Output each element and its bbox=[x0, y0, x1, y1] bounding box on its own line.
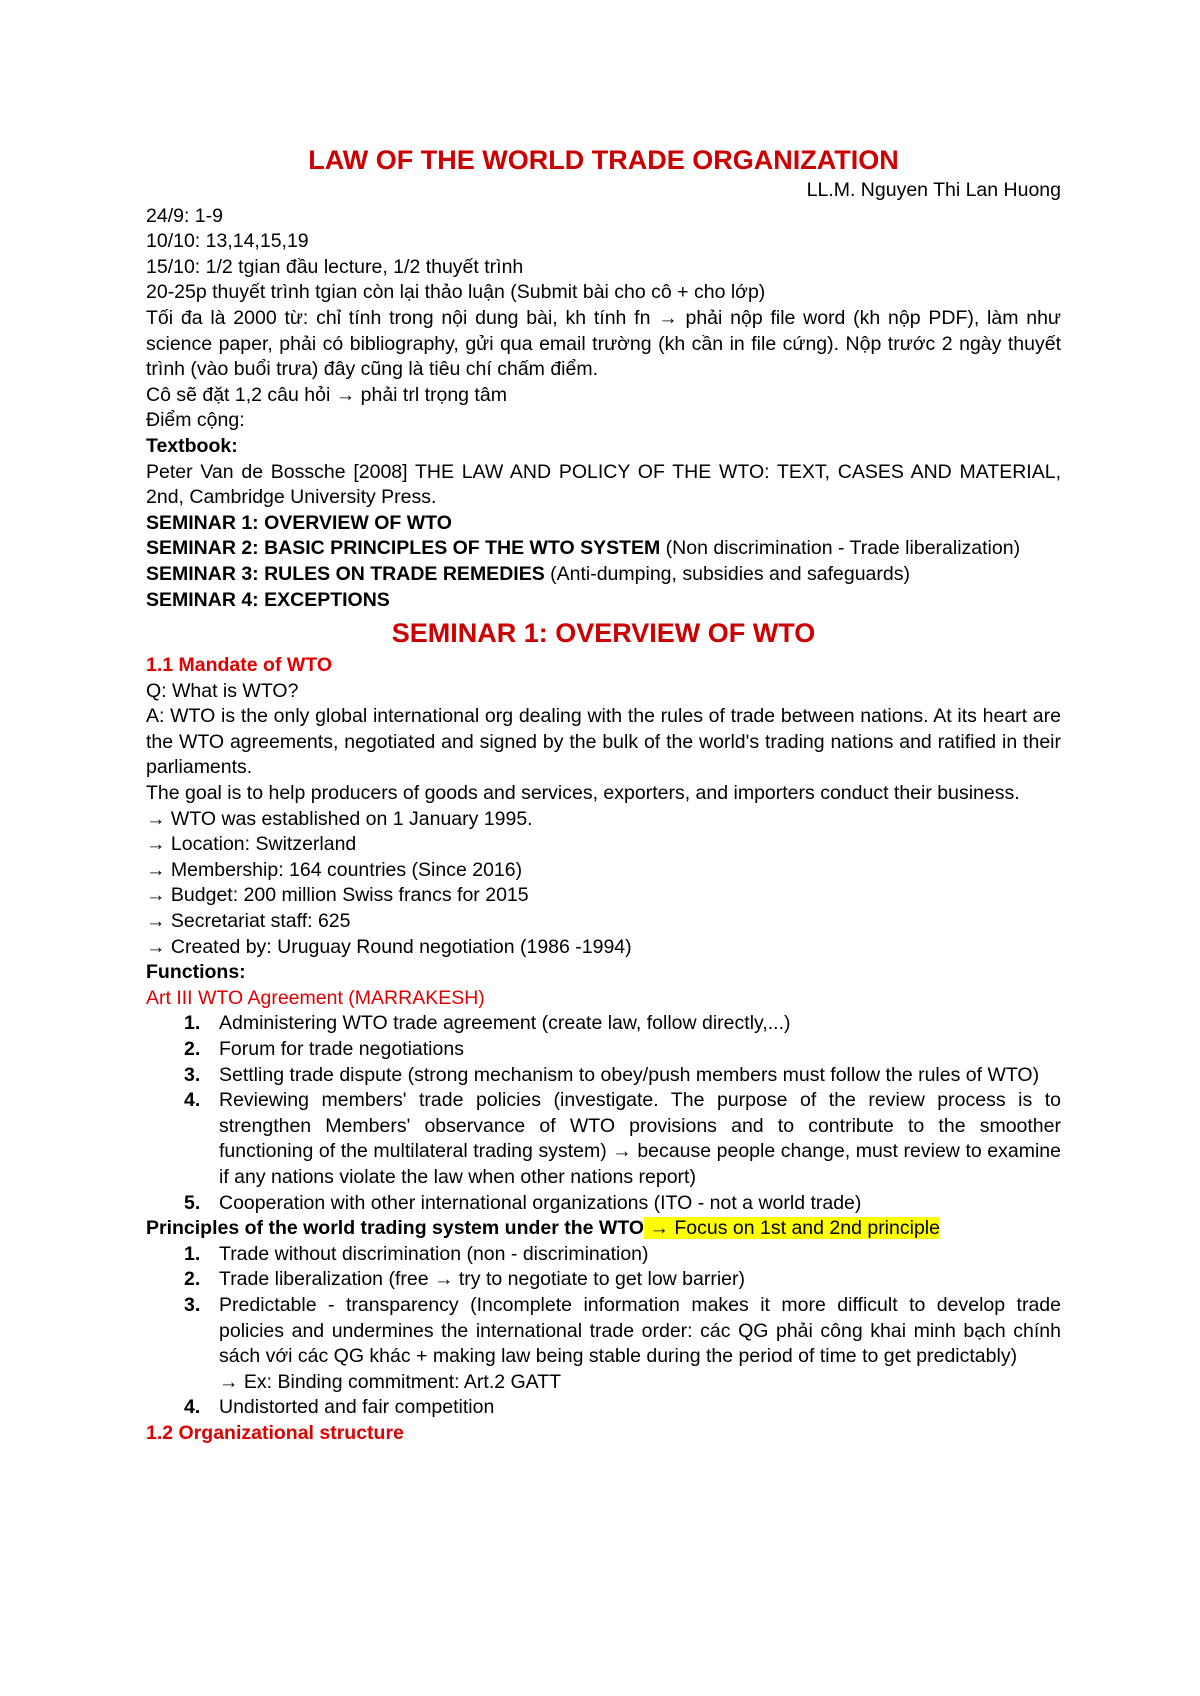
list-number: 1. bbox=[184, 1012, 201, 1035]
list-item bbox=[146, 1191, 1061, 1217]
seminar-title: SEMINAR 2: BASIC PRINCIPLES OF THE WTO SYSTEM bbox=[146, 537, 661, 560]
seminar-line bbox=[146, 511, 1061, 537]
principle-note: → Ex: Binding commitment: Art.2 GATT bbox=[219, 1370, 562, 1393]
textbook-citation: Peter Van de Bossche [2008] THE LAW AND POLICY OF THE WTO: TEXT, CASES AND MATERIAL, 2nd, Cambridge University Press. bbox=[146, 460, 1061, 509]
list-item bbox=[146, 1011, 1061, 1037]
principles-list bbox=[146, 1242, 1061, 1370]
note-line: 24/9: 1-9 bbox=[146, 204, 223, 227]
list-number: 4. bbox=[184, 1396, 201, 1419]
list-number: 1. bbox=[184, 1242, 201, 1265]
list-number: 5. bbox=[184, 1191, 201, 1214]
functions-list bbox=[146, 1011, 1061, 1216]
principles-heading bbox=[146, 1216, 1061, 1242]
list-number: 4. bbox=[184, 1089, 201, 1112]
functions-source: Art III WTO Agreement (MARRAKESH) bbox=[146, 986, 485, 1009]
list-text: Administering WTO trade agreement (create law, follow directly,...) bbox=[219, 1012, 791, 1035]
note-paragraph: Tối đa là 2000 từ: chỉ tính trong nội dung bài, kh tính fn → phải nộp file word (kh nộp PDF), làm như science paper, phải có bibliography, gửi qua email trường (kh cần in file cứng). Nộp trước 2 ngày thuyết trình (vào buổi trưa) đây cũng là tiêu chí chấm điểm. bbox=[146, 306, 1061, 381]
list-item bbox=[146, 1267, 1061, 1293]
list-item bbox=[146, 1037, 1061, 1063]
principles-highlight: → Focus on 1st and 2nd principle bbox=[644, 1217, 940, 1240]
question-line: Q: What is WTO? bbox=[146, 679, 299, 702]
list-item bbox=[146, 1242, 1061, 1268]
list-number: 2. bbox=[184, 1268, 201, 1291]
seminar-title: SEMINAR 3: RULES ON TRADE REMEDIES bbox=[146, 562, 545, 585]
list-text: Undistorted and fair competition bbox=[219, 1396, 495, 1419]
fact-line: → Membership: 164 countries (Since 2016) bbox=[146, 858, 523, 881]
seminar-title: SEMINAR 1: OVERVIEW OF WTO bbox=[146, 511, 452, 534]
document-page bbox=[146, 142, 1061, 1447]
fact-line: → Location: Switzerland bbox=[146, 833, 357, 856]
fact-line: → Budget: 200 million Swiss francs for 2015 bbox=[146, 884, 529, 907]
list-item bbox=[146, 1088, 1061, 1190]
subsection-heading: 1.2 Organizational structure bbox=[146, 1421, 404, 1444]
list-number: 2. bbox=[184, 1038, 201, 1060]
goal-paragraph: The goal is to help producers of goods and services, exporters, and importers conduct their business. bbox=[146, 782, 1020, 805]
seminar-line bbox=[146, 588, 1061, 614]
seminar-title: SEMINAR 4: EXCEPTIONS bbox=[146, 588, 390, 611]
list-number: 3. bbox=[184, 1063, 201, 1086]
seminar-line bbox=[146, 536, 1061, 562]
functions-label: Functions: bbox=[146, 961, 246, 984]
seminar-detail: (Non discrimination - Trade liberalization) bbox=[660, 537, 1021, 560]
author-line: LL.M. Nguyen Thi Lan Huong bbox=[806, 179, 1061, 201]
textbook-label: Textbook: bbox=[146, 434, 238, 457]
note-line: 20-25p thuyết trình tgian còn lại thảo luận (Submit bài cho cô + cho lớp) bbox=[146, 281, 766, 304]
document-title: LAW OF THE WORLD TRADE ORGANIZATION bbox=[308, 145, 899, 175]
subsection-heading: 1.1 Mandate of WTO bbox=[146, 654, 332, 677]
list-text: Cooperation with other international organizations (ITO - not a world trade) bbox=[219, 1191, 862, 1214]
fact-line: → Created by: Uruguay Round negotiation (1986 -1994) bbox=[146, 935, 632, 958]
fact-line: → Secretariat staff: 625 bbox=[146, 910, 351, 933]
note-line: 15/10: 1/2 tgian đầu lecture, 1/2 thuyết trình bbox=[146, 255, 524, 278]
seminar-detail: (Anti-dumping, subsidies and safeguards) bbox=[544, 562, 910, 585]
answer-paragraph: A: WTO is the only global international org dealing with the rules of trade between nations. At its heart are the WTO agreements, negotiated and signed by the bulk of the world's trading nations and ratified in their parliaments. bbox=[146, 705, 1061, 779]
note-line: Cô sẽ đặt 1,2 câu hỏi → phải trl trọng tâm bbox=[146, 383, 507, 406]
principles-list-continued bbox=[146, 1395, 1061, 1421]
seminar-line bbox=[146, 562, 1061, 588]
list-item bbox=[146, 1063, 1061, 1089]
section-title: SEMINAR 1: OVERVIEW OF WTO bbox=[391, 618, 816, 649]
fact-line: → WTO was established on 1 January 1995. bbox=[146, 807, 533, 830]
note-line: 10/10: 13,14,15,19 bbox=[146, 230, 309, 253]
list-text: Forum for trade negotiations bbox=[219, 1038, 464, 1060]
list-text: Reviewing members' trade policies (investigate. The purpose of the review process is to strengthen Members' observance of WTO provisions and to contribute to the smoother functioning of the multilateral trading system) → because people change, must review to examine if any nations violate the law when other nations report) bbox=[219, 1089, 1061, 1188]
list-text: Trade without discrimination (non - discrimination) bbox=[219, 1242, 649, 1265]
list-text: Trade liberalization (free → try to negotiate to get low barrier) bbox=[219, 1268, 746, 1291]
note-line: Điểm cộng: bbox=[146, 409, 245, 432]
list-item bbox=[146, 1293, 1061, 1370]
list-text: Predictable - transparency (Incomplete information makes it more difficult to develop trade policies and undermines the international trade order: các QG phải công khai minh bạch chính sách với các QG khác + making law being stable during the period of time to get predictably) bbox=[219, 1293, 1061, 1368]
list-item bbox=[146, 1395, 1061, 1421]
list-text: Settling trade dispute (strong mechanism to obey/push members must follow the rules of WTO) bbox=[219, 1063, 1040, 1086]
principles-label: Principles of the world trading system under the WTO bbox=[146, 1217, 645, 1240]
list-number: 3. bbox=[184, 1293, 201, 1316]
